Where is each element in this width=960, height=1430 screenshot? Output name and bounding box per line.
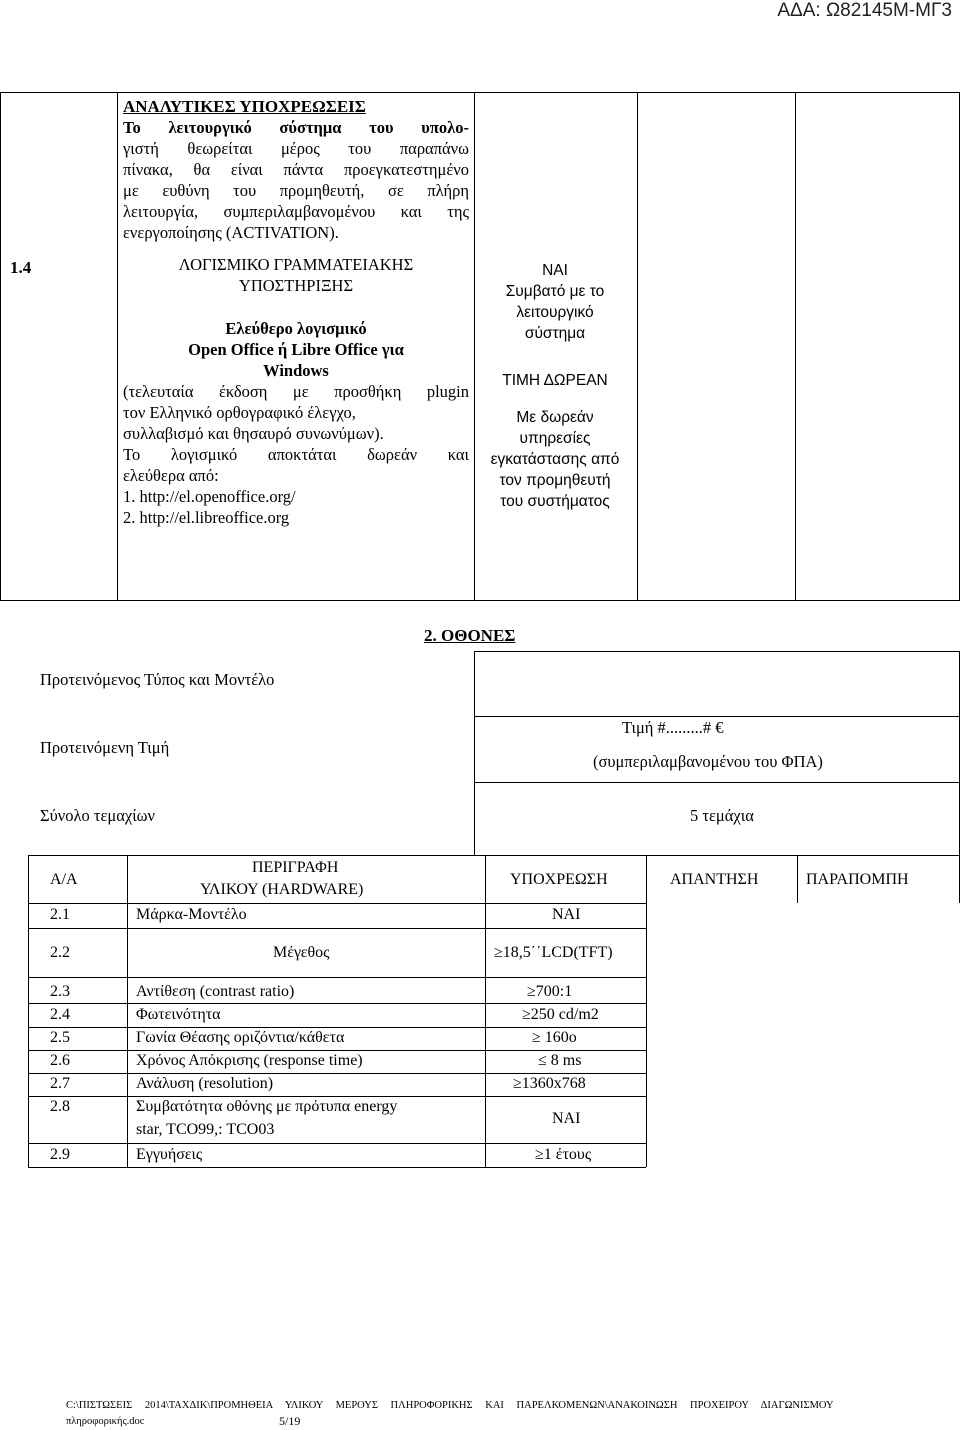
row-number: 2.7 <box>50 1075 70 1092</box>
answer-compat: λειτουργικό <box>516 304 594 321</box>
header-reference: ΠΑΡΑΠΟΜΠΗ <box>806 871 909 888</box>
row-desc: Φωτεινότητα <box>136 1006 221 1023</box>
footer-page: 5/19 <box>279 1414 301 1428</box>
office-line: Windows <box>263 361 329 380</box>
para-line: Το λειτουργικό σύστημα του υπολο- <box>123 118 469 137</box>
header-desc: ΠΕΡΙΓΡΑΦΗ <box>252 859 339 876</box>
row-number: 2.1 <box>50 906 70 923</box>
row-number: 2.2 <box>50 944 70 961</box>
requirements-cell <box>123 96 469 528</box>
row-desc: Ανάλυση (resolution) <box>136 1075 274 1092</box>
row-req: ≥ 160ο <box>532 1029 577 1046</box>
header-answer: ΑΠΑΝΤΗΣΗ <box>670 871 759 888</box>
row-number: 1.4 <box>10 258 32 277</box>
row-desc: star, TCO99,: TCO03 <box>136 1121 275 1138</box>
row-req: ≥1 έτους <box>535 1146 592 1163</box>
row-req: ≥1360x768 <box>513 1075 586 1092</box>
answer-compat: Συμβατό με το <box>505 283 605 300</box>
proposed-type-label: Προτεινόμενος Τύπος και Μοντέλο <box>40 670 275 689</box>
row-number: 2.8 <box>50 1098 70 1115</box>
row-number: 2.4 <box>50 1006 70 1023</box>
footer-file: πληροφορικής.doc <box>66 1416 145 1427</box>
quantity-value: 5 τεμάχια <box>690 806 754 825</box>
software-title: ΛΟΓΙΣΜΙΚΟ ΓΡΑΜΜΑΤΕΙΑΚΗΣ <box>178 255 414 274</box>
answer-services: τον προμηθευτή <box>499 472 611 489</box>
proposed-price-label: Προτεινόμενη Τιμή <box>40 738 170 757</box>
answer-services: υπηρεσίες <box>519 430 591 447</box>
price-note: (συμπεριλαμβανομένου του ΦΠΑ) <box>593 752 823 771</box>
row-req: ΝΑΙ <box>552 906 581 923</box>
plugin-line: συλλαβισμό και θησαυρό συνωνύμων). <box>123 424 384 443</box>
section2-title: 2. ΟΘΟΝΕΣ <box>424 626 516 645</box>
answer-services: του συστήματος <box>500 493 610 510</box>
price-value: Τιμή #.........# € <box>622 718 724 737</box>
row-desc: Μάρκα-Μοντέλο <box>136 906 247 923</box>
row-desc: Αντίθεση (contrast ratio) <box>136 983 295 1000</box>
row-number: 2.5 <box>50 1029 70 1046</box>
office-line: Open Office ή Libre Office για <box>188 340 404 359</box>
free-software: Ελεύθερο λογισμικό <box>225 319 367 338</box>
row-desc: Μέγεθος <box>273 944 330 961</box>
row-desc: Χρόνος Απόκρισης (response time) <box>136 1052 363 1069</box>
answer-yes: ΝΑΙ <box>542 262 568 279</box>
answer-cell <box>478 260 632 512</box>
header-desc: ΥΛΙΚΟΥ (HARDWARE) <box>200 881 364 898</box>
plugin-line: ελεύθερα από: <box>123 466 219 485</box>
software-title: ΥΠΟΣΤΗΡΙΞΗΣ <box>238 276 354 295</box>
row-desc: Συμβατότητα οθόνης με πρότυπα energy <box>136 1098 398 1115</box>
quantity-label: Σύνολο τεμαχίων <box>40 806 155 825</box>
row-req: ≤ 8 ms <box>538 1052 582 1069</box>
section-title: ΑΝΑΛΥΤΙΚΕΣ ΥΠΟΧΡΕΩΣΕΙΣ <box>123 97 366 116</box>
answer-services: εγκατάστασης από <box>490 451 620 468</box>
ada-stamp: ΑΔΑ: Ω82145Μ-ΜΓ3 <box>777 0 952 21</box>
para-line: ενεργοποίησης (ACTIVATION). <box>123 223 339 242</box>
row-desc: Εγγυήσεις <box>136 1146 203 1163</box>
row-req: ≥18,5΄΄LCD(TFT) <box>494 944 613 961</box>
link-openoffice: 1. http://el.openoffice.org/ <box>123 487 296 506</box>
row-desc: Γωνία Θέασης οριζόντια/κάθετα <box>136 1029 345 1046</box>
answer-price: ΤΙΜΗ ΔΩΡΕΑΝ <box>502 372 608 389</box>
footer-path: C:\ΠΙΣΤΩΣΕΙΣ 2014\ΤΑΧΔΙΚ\ΠΡΟΜΗΘΕΙΑ ΥΛΙΚΟΥ ΜΕΡΟΥΣ ΠΛΗΡΟΦΟΡΙΚΗΣ ΚΑΙ ΠΑΡΕΛΚΟΜΕΝΩΝ\ΑΝΑΚΟΙΝΩΣΗ ΠΡΟΧΕΙΡΟΥ ΔΙΑΓΩΝΙΣΜΟΥ <box>66 1400 834 1411</box>
plugin-line: τον Ελληνικό ορθογραφικό έλεγχο, <box>123 403 356 422</box>
row-req: ΝΑΙ <box>552 1110 581 1127</box>
link-libreoffice: 2. http://el.libreoffice.org <box>123 508 290 527</box>
para-line: γιστή θεωρείται μέρος του παραπάνω <box>123 139 469 158</box>
header-aa: Α/Α <box>50 871 78 888</box>
row-number: 2.3 <box>50 983 70 1000</box>
row-number: 2.6 <box>50 1052 70 1069</box>
header-obligation: ΥΠΟΧΡΕΩΣΗ <box>510 871 608 888</box>
answer-compat: σύστημα <box>524 325 586 342</box>
para-line: με ευθύνη του προμηθευτή, σε πλήρη <box>123 181 469 200</box>
answer-services: Με δωρεάν <box>516 409 594 426</box>
plugin-line: Το λογισμικό αποκτάται δωρεάν και <box>123 445 469 464</box>
row-req: ≥250 cd/m2 <box>522 1006 599 1023</box>
para-line: πίνακα, θα είναι πάντα προεγκατεστημένο <box>123 160 469 179</box>
plugin-line: (τελευταία έκδοση με προσθήκη plugin <box>123 382 469 401</box>
row-req: ≥700:1 <box>527 983 573 1000</box>
row-number: 2.9 <box>50 1146 70 1163</box>
para-line: λειτουργία, συμπεριλαμβανομένου και της <box>123 202 469 221</box>
